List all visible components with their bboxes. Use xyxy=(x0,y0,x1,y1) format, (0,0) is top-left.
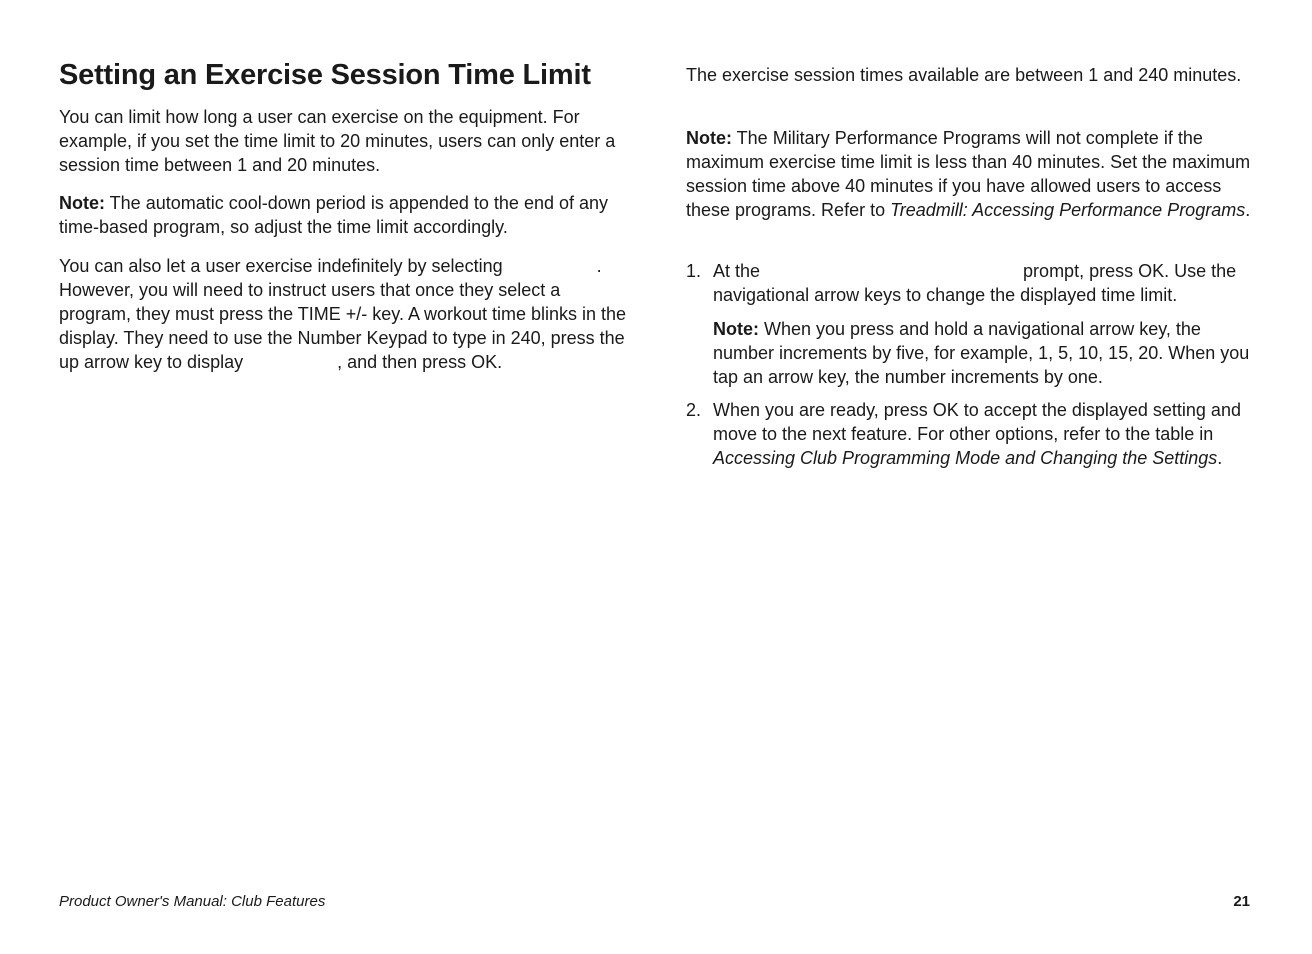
step-text-a: At the xyxy=(713,261,761,281)
note-label: Note: xyxy=(686,128,732,148)
step-text-a: When you are ready, press OK to accept the displayed setting and move to the next feature. For other options, refer to the table in xyxy=(713,400,1241,444)
times-available-paragraph: The exercise session times available are between 1 and 240 minutes. xyxy=(686,65,1242,85)
note-reference: Treadmill: Accessing Performance Programs xyxy=(890,200,1246,220)
note-end: . xyxy=(1245,200,1251,220)
indefinite-text-d: , and then press OK. xyxy=(337,352,503,372)
note-text: The Military Performance Programs will not complete if the maximum exercise time limit is less than 40 minutes. Set the maximum session time above 40 minutes if you have allowed users to access these programs. Refer to xyxy=(686,128,1251,220)
military-note xyxy=(686,126,1258,222)
note-text: The automatic cool-down period is appended to the end of any time-based program, so adjust the time limit accordingly. xyxy=(59,193,609,237)
step-2 xyxy=(686,398,1258,498)
intro-paragraph: You can limit how long a user can exercise on the equipment. For example, if you set the time limit to 20 minutes, users can only enter a session time between 1 and 20 minutes. xyxy=(59,107,616,175)
step-number: 1. xyxy=(686,261,702,281)
step-text xyxy=(713,398,1258,470)
page-title: Setting an Exercise Session Time Limit xyxy=(59,59,591,91)
note-label: Note: xyxy=(713,319,759,339)
step-number: 2. xyxy=(686,400,702,420)
indefinite-text-a: You can also let a user exercise indefinitely by selecting xyxy=(59,256,503,276)
step-text xyxy=(713,259,1258,307)
footer-manual-title: Product Owner's Manual: Club Features xyxy=(59,893,326,910)
indefinite-text-c: However, you will need to instruct users that once they select a program, they must press the TIME +/- key. A workout time blinks in the display. They need to use the Number Keypad to type in 240, press the up arrow key to display xyxy=(59,280,627,372)
step-subnote xyxy=(713,317,1258,389)
step-1 xyxy=(686,259,1258,389)
cooldown-note xyxy=(59,191,633,239)
indefinite-paragraph xyxy=(59,254,633,374)
step-text-b: prompt, press OK. Use the navigational arrow keys to change the displayed time limit. xyxy=(713,261,1237,305)
step-text-end: . xyxy=(1217,448,1223,468)
note-text: When you press and hold a navigational arrow key, the number increments by five, for example, 1, 5, 10, 15, 20. When you tap an arrow key, the number increments by one. xyxy=(713,319,1250,387)
note-label: Note: xyxy=(59,193,105,213)
page-number: 21 xyxy=(1233,893,1250,910)
step-reference: Accessing Club Programming Mode and Changing the Settings xyxy=(713,448,1218,468)
indefinite-text-b: . xyxy=(596,256,602,276)
